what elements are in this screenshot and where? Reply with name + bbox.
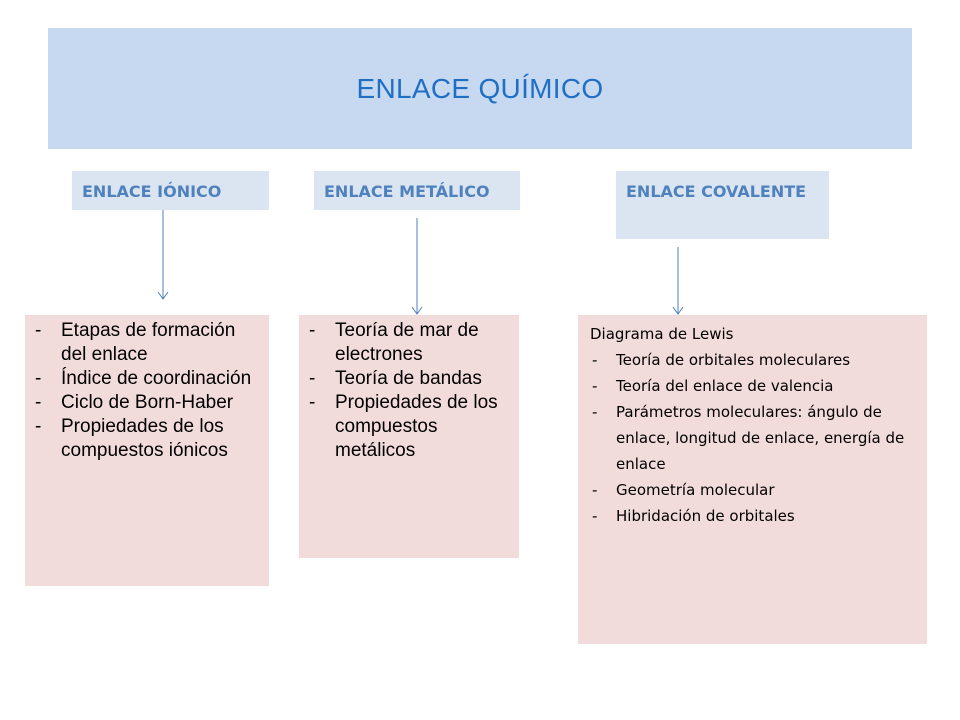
diagram-title: ENLACE QUÍMICO [356,72,604,104]
bullet-dash: - [592,377,598,395]
list-item: - Parámetros moleculares: ángulo de enlace, longitud de enlace, energía de enlace [590,399,915,477]
bullet-dash: - [35,416,42,437]
covalent-details-list [590,347,915,529]
list-item: - Teoría de orbitales moleculares [590,347,915,373]
bullet-dash: - [35,368,42,389]
title-box [48,28,912,149]
category-metallic: ENLACE METÁLICO [314,171,520,210]
bullet-dash: - [592,351,598,369]
list-item: - Teoría del enlace de valencia [590,373,915,399]
list-item: - Ciclo de Born-Haber [35,392,234,413]
ionic-details-list [33,319,261,463]
category-covalent: ENLACE COVALENTE [616,171,829,239]
covalent-intro: Diagrama de Lewis [590,325,734,343]
list-item: - Propiedades de los compuestos iónicos [35,416,228,461]
arrow-covalent-head [673,307,683,314]
bullet-dash: - [309,320,316,341]
list-item: - Etapas de formación del enlace [35,320,236,365]
list-item: - Hibridación de orbitales [590,503,915,529]
list-item: - Teoría de mar de electrones [309,320,479,365]
list-item: - Índice de coordinación [35,368,252,389]
ionic-details-box [25,315,269,586]
arrow-metallic-head [412,307,422,314]
list-item: - Teoría de bandas [309,368,482,389]
bullet-dash: - [309,368,316,389]
list-item: - Propiedades de los compuestos metálicos [309,392,498,461]
list-item: - Geometría molecular [590,477,915,503]
bullet-dash: - [592,507,598,525]
bullet-dash: - [35,320,42,341]
bullet-dash: - [592,481,598,499]
bullet-dash: - [35,392,42,413]
bullet-dash: - [309,392,316,413]
bullet-dash: - [592,403,598,421]
metallic-details-box [299,315,519,558]
metallic-details-list [307,319,511,463]
arrow-ionic-head [158,292,168,299]
covalent-details-box [578,315,927,644]
category-ionic: ENLACE IÓNICO [72,171,269,210]
